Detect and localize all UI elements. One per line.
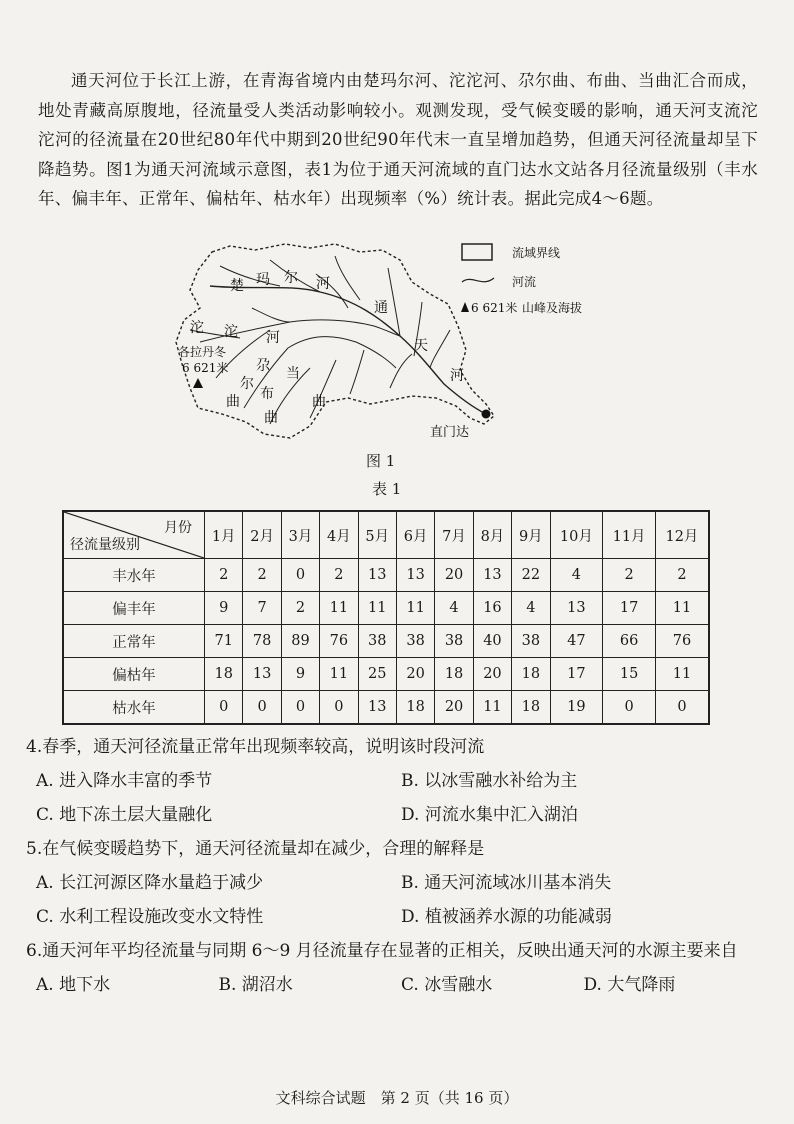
label-he3: 河 [266, 330, 280, 346]
row-label: 正常年 [63, 625, 205, 658]
table-cell: 7 [243, 592, 281, 625]
month-header: 7月 [435, 511, 473, 559]
month-header: 2月 [243, 511, 281, 559]
row-label: 偏枯年 [63, 658, 205, 691]
table-row [63, 592, 709, 625]
question-block [26, 730, 766, 1002]
table-cell: 18 [512, 691, 550, 725]
label-tuo1: 沱 [190, 320, 204, 336]
month-header: 11月 [603, 511, 656, 559]
table-cell: 25 [358, 658, 396, 691]
main-river [210, 286, 486, 414]
legend-river: 河流 [512, 275, 537, 289]
table-cell: 17 [603, 592, 656, 625]
table-cell: 18 [435, 658, 473, 691]
option-5d: D. 植被涵养水源的功能减弱 [401, 907, 612, 927]
row-label: 枯水年 [63, 691, 205, 725]
label-tuo2: 沱 [224, 324, 238, 340]
label-dang: 当 [286, 366, 300, 382]
option-6d: D. 大气降雨 [583, 975, 676, 995]
table-cell: 76 [655, 625, 709, 658]
question-5-stem: 5.在气候变暖趋势下，通天河径流量却在减少，合理的解释是 [26, 839, 485, 859]
table-cell: 22 [512, 559, 550, 592]
table-cell: 11 [655, 592, 709, 625]
table-cell: 13 [396, 559, 434, 592]
month-header: 6月 [396, 511, 434, 559]
table-cell: 16 [473, 592, 511, 625]
label-he2: 河 [450, 368, 464, 384]
table-cell: 0 [243, 691, 281, 725]
corner-level-label: 径流量级别 [70, 537, 140, 553]
question-5-options [26, 866, 766, 900]
table-cell: 13 [473, 559, 511, 592]
table-cell: 78 [243, 625, 281, 658]
table-cell: 13 [243, 658, 281, 691]
table-cell: 0 [320, 691, 358, 725]
label-tong: 通 [374, 300, 388, 316]
table-cell: 40 [473, 625, 511, 658]
month-header: 1月 [205, 511, 243, 559]
table-cell: 4 [512, 592, 550, 625]
figure-caption: 图 1 [366, 452, 396, 470]
table-cell: 18 [512, 658, 550, 691]
table-header-row [63, 511, 709, 559]
table-cell: 89 [281, 625, 319, 658]
table-cell: 66 [603, 625, 656, 658]
question-6-options [26, 968, 766, 1002]
table-corner-cell [63, 511, 205, 559]
table-cell: 38 [512, 625, 550, 658]
table-cell: 2 [320, 559, 358, 592]
table-cell: 2 [205, 559, 243, 592]
label-tian: 天 [414, 338, 428, 354]
basin-boundary [176, 244, 494, 438]
page-footer: 文科综合试题 第 2 页（共 16 页） [275, 1089, 519, 1107]
option-4b: B. 以冰雪融水补给为主 [401, 771, 578, 791]
option-4c: C. 地下冻土层大量融化 [36, 805, 213, 825]
label-ga: 尕 [256, 358, 270, 374]
table-cell: 13 [358, 691, 396, 725]
table-cell: 2 [243, 559, 281, 592]
table-cell: 19 [550, 691, 603, 725]
table-row [63, 691, 709, 725]
row-label: 丰水年 [63, 559, 205, 592]
table-cell: 11 [655, 658, 709, 691]
table-cell: 20 [396, 658, 434, 691]
table-cell: 20 [435, 691, 473, 725]
table-cell: 0 [281, 691, 319, 725]
label-chu: 楚 [230, 278, 244, 294]
table-cell: 76 [320, 625, 358, 658]
table-cell: 11 [358, 592, 396, 625]
table-cell: 38 [358, 625, 396, 658]
label-station: 直门达 [430, 425, 470, 440]
option-4a: A. 进入降水丰富的季节 [36, 771, 213, 791]
table-cell: 2 [281, 592, 319, 625]
label-ma: 玛 [256, 272, 270, 288]
option-5a: A. 长江河源区降水量趋于减少 [36, 873, 264, 893]
table-body [63, 559, 709, 725]
month-header: 12月 [655, 511, 709, 559]
table-cell: 11 [396, 592, 434, 625]
option-5c: C. 水利工程设施改变水文特性 [36, 907, 264, 927]
table-cell: 0 [281, 559, 319, 592]
option-5b: B. 通天河流域冰川基本消失 [401, 873, 612, 893]
label-er2: 尔 [240, 376, 254, 392]
table-cell: 9 [205, 592, 243, 625]
legend-boundary: 流域界线 [512, 246, 561, 260]
month-header: 4月 [320, 511, 358, 559]
label-qu2: 曲 [264, 410, 278, 426]
option-6b: B. 湖沼水 [218, 975, 293, 995]
table-cell: 71 [205, 625, 243, 658]
table-cell: 11 [320, 592, 358, 625]
table-cell: 13 [358, 559, 396, 592]
question-4-options [26, 764, 766, 798]
month-header: 3月 [281, 511, 319, 559]
table-cell: 4 [435, 592, 473, 625]
table-caption: 表 1 [372, 480, 402, 498]
table-cell: 0 [205, 691, 243, 725]
table-cell: 38 [435, 625, 473, 658]
intro-passage [38, 66, 758, 214]
table-cell: 15 [603, 658, 656, 691]
option-4d: D. 河流水集中汇入湖泊 [401, 805, 578, 825]
month-header: 10月 [550, 511, 603, 559]
table-cell: 17 [550, 658, 603, 691]
legend-peak-label: 山峰及海拔 [522, 301, 583, 315]
station-dot [482, 410, 491, 419]
label-qu3: 曲 [312, 394, 326, 410]
table-cell: 20 [435, 559, 473, 592]
question-6-stem: 6.通天河年平均径流量与同期 6～9 月径流量存在显著的正相关，反映出通天河的水源主要来自 [26, 941, 738, 961]
table-cell: 18 [205, 658, 243, 691]
table-cell: 18 [396, 691, 434, 725]
option-6c: C. 冰雪融水 [401, 975, 493, 995]
table-cell: 11 [320, 658, 358, 691]
question-4-stem: 4.春季，通天河径流量正常年出现频率较高，说明该时段河流 [26, 737, 485, 757]
table-cell: 0 [655, 691, 709, 725]
table-cell: 2 [655, 559, 709, 592]
legend-peak-height: 6 621米 [471, 301, 518, 315]
table-cell: 47 [550, 625, 603, 658]
label-bu: 布 [260, 386, 274, 402]
month-header: 5月 [358, 511, 396, 559]
table-cell: 4 [550, 559, 603, 592]
label-peak-name: 各拉丹冬 [178, 345, 227, 359]
table-row [63, 658, 709, 691]
watershed-map [160, 238, 620, 448]
table-row [63, 559, 709, 592]
row-label: 偏丰年 [63, 592, 205, 625]
intro-text: 通天河位于长江上游，在青海省境内由楚玛尔河、沱沱河、尕尔曲、布曲、当曲汇合而成，地处青藏高原腹地，径流量受人类活动影响较小。观测发现，受气候变暖的影响，通天河支流沱沱河的径流量在20世纪80年代中期到20世纪90年代末一直呈增加趋势，但通天河径流量却呈下降趋势。图1为通天河流域示意图，表1为位于通天河流域的直门达水文站各月径流量级别（丰水年、偏丰年、正常年、偏枯年、枯水年）出现频率（%）统计表。据此完成4～6题。 [38, 71, 758, 208]
map-legend [461, 244, 582, 315]
option-6a: A. 地下水 [36, 975, 111, 995]
table-cell: 2 [603, 559, 656, 592]
peak-icon [193, 378, 203, 388]
month-header: 9月 [512, 511, 550, 559]
table-row [63, 625, 709, 658]
runoff-table [62, 510, 710, 725]
table-cell: 20 [473, 658, 511, 691]
label-peak-height: 6 621米 [182, 361, 229, 375]
label-er: 尔 [284, 270, 298, 286]
table-cell: 38 [396, 625, 434, 658]
month-header: 8月 [473, 511, 511, 559]
label-he1: 河 [316, 276, 330, 292]
label-qu1: 曲 [226, 394, 240, 410]
corner-month-label: 月份 [164, 520, 192, 536]
table-cell: 9 [281, 658, 319, 691]
table-cell: 13 [550, 592, 603, 625]
table-cell: 11 [473, 691, 511, 725]
table-cell: 0 [603, 691, 656, 725]
